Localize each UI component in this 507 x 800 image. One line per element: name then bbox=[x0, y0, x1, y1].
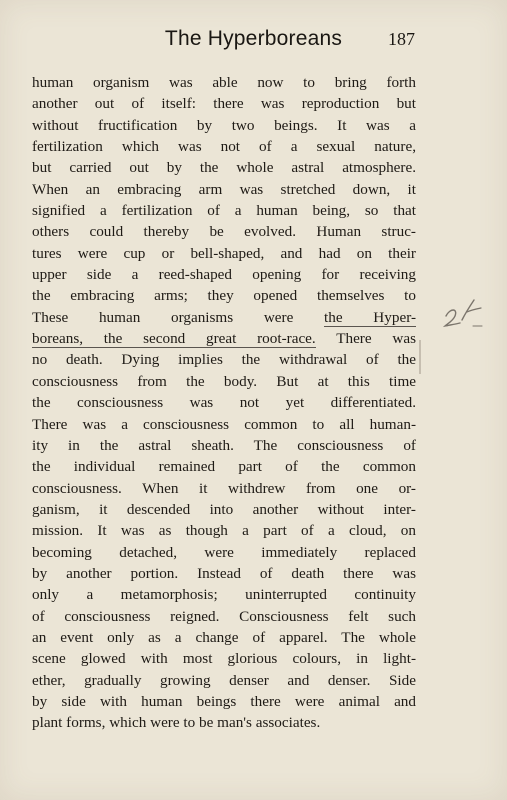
text-line: becoming detached, were immediately replaced bbox=[32, 543, 416, 561]
text-line: no death. Dying implies the withdrawal of the bbox=[32, 351, 416, 369]
text-line: another out of itself: there was reproduction but bbox=[32, 95, 416, 113]
text-line: the embracing arms; they opened themselves to bbox=[32, 287, 416, 305]
text-line: tures were cup or bell-shaped, and had on their bbox=[32, 244, 416, 262]
text-line: plant forms, which were to be man's associates. bbox=[32, 714, 321, 732]
text-line: mission. It was as though a part of a cloud, on bbox=[32, 522, 416, 540]
text-line: ether, gradually growing denser and denser. Side bbox=[32, 671, 416, 689]
body-text bbox=[32, 72, 416, 734]
text-line: others could thereby be evolved. Human struc- bbox=[32, 223, 416, 241]
text-line-underlined-start bbox=[32, 328, 416, 349]
text-line: an event only as a change of apparel. The whole bbox=[32, 628, 416, 646]
page-number: 187 bbox=[388, 29, 415, 49]
line-12-start: These human organisms were bbox=[32, 308, 325, 326]
running-title: The Hyperboreans bbox=[164, 27, 343, 50]
handwritten-pencil-mark-icon bbox=[440, 296, 486, 332]
text-line: the consciousness was not yet differentiated. bbox=[32, 394, 416, 412]
text-line: without fructification by two beings. It was a bbox=[32, 116, 416, 134]
page-header bbox=[0, 24, 507, 56]
text-line-underlined-end bbox=[32, 307, 416, 328]
text-line: of consciousness reigned. Consciousness felt such bbox=[32, 607, 416, 625]
text-line: the individual remained part of the common bbox=[32, 458, 416, 476]
underlined-phrase-part-1: the Hyper- bbox=[324, 308, 417, 326]
text-line: but carried out by the whole astral atmosphere. bbox=[32, 159, 416, 177]
line-13-rest: There was bbox=[315, 330, 416, 348]
bleed-mark bbox=[419, 340, 421, 374]
text-line: There was a consciousness common to all human- bbox=[32, 415, 416, 433]
text-line: scene glowed with most glorious colours, in light- bbox=[32, 650, 416, 668]
text-line: by side with human beings there were animal and bbox=[32, 692, 416, 710]
text-line: When an embracing arm was stretched down, it bbox=[32, 180, 416, 198]
text-line: upper side a reed-shaped opening for receiving bbox=[32, 266, 416, 284]
text-line: fertilization which was not of a sexual nature, bbox=[32, 138, 416, 156]
text-line: by another portion. Instead of death there was bbox=[32, 564, 416, 582]
text-line: ity in the astral sheath. The consciousness of bbox=[32, 436, 416, 454]
text-line: consciousness. When it withdrew from one or- bbox=[32, 479, 416, 497]
text-line: human organism was able now to bring forth bbox=[32, 74, 416, 91]
text-line: consciousness from the body. But at this time bbox=[32, 372, 416, 390]
text-line: only a metamorphosis; uninterrupted continuity bbox=[32, 586, 416, 604]
text-line: signified a fertilization of a human being, so that bbox=[32, 202, 416, 220]
text-line: ganism, it descended into another without inter- bbox=[32, 500, 416, 518]
underlined-phrase-part-2: boreans, the second great root-race. bbox=[32, 330, 316, 348]
